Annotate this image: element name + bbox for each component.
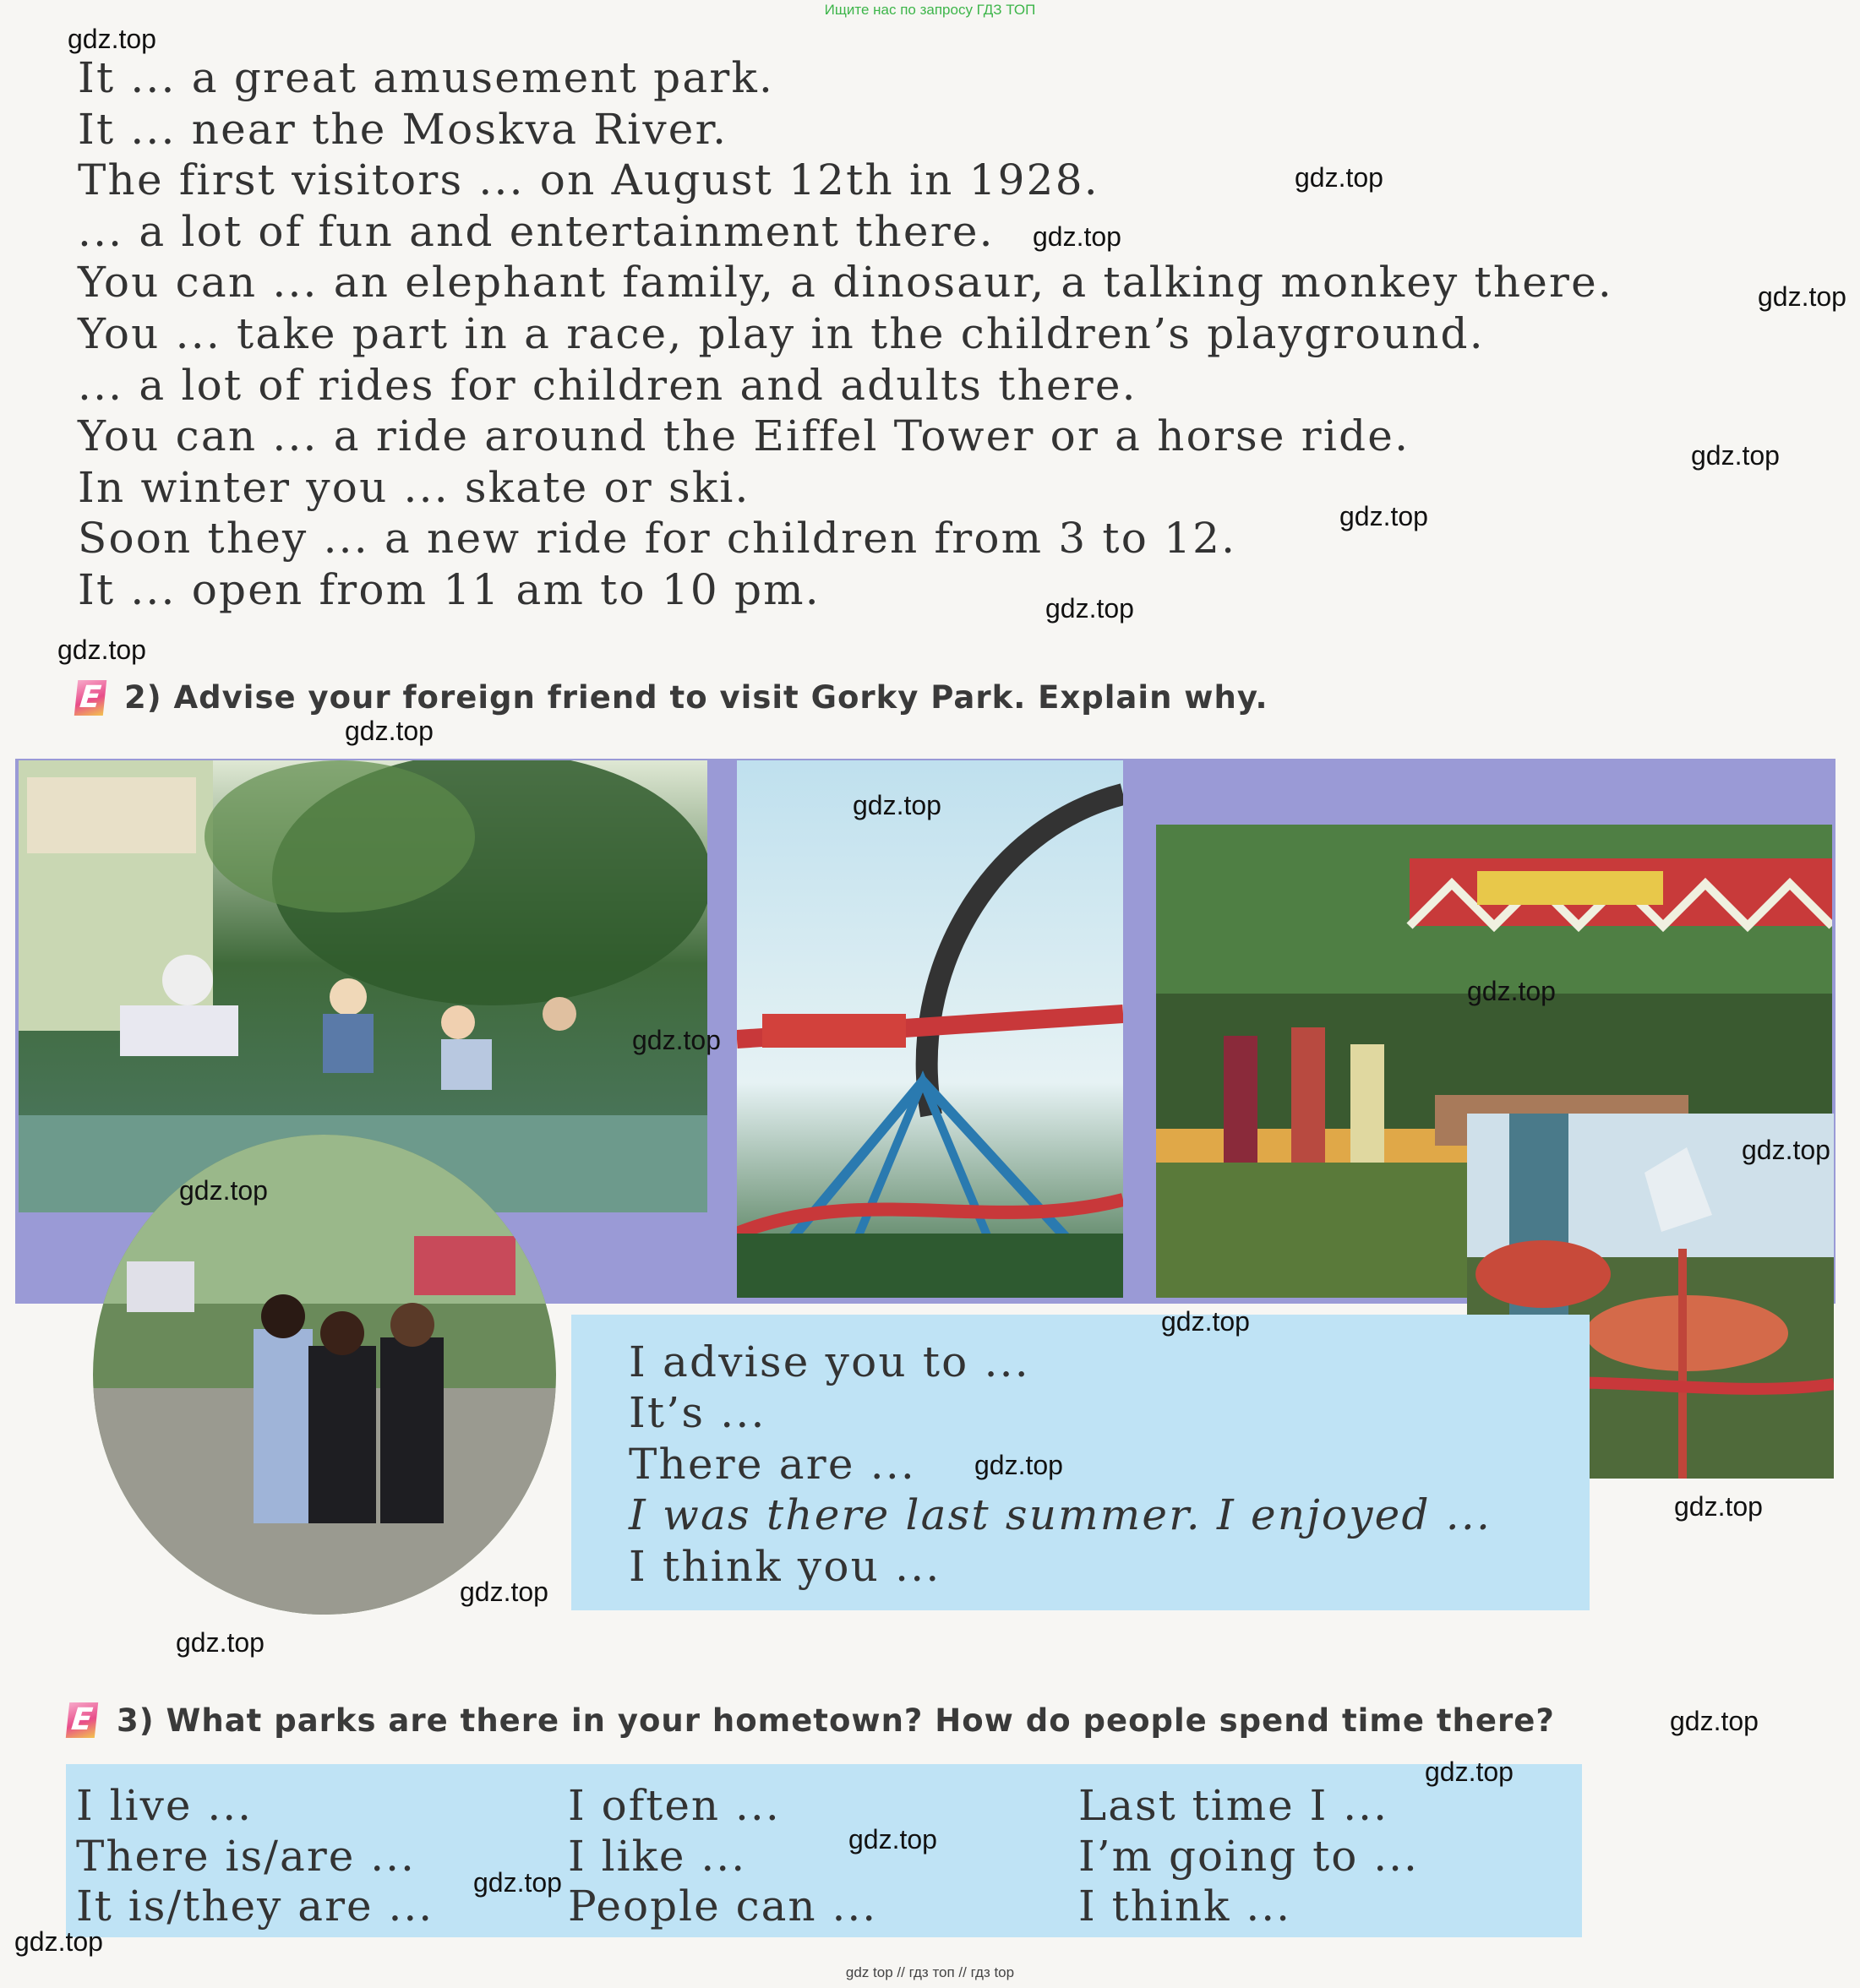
sentence: You ... take part in a race, play in the children’s playground.	[78, 308, 1485, 358]
watermark: gdz.top	[853, 790, 941, 820]
watermark: gdz.top	[57, 635, 146, 665]
task-3-heading: 3) What parks are there in your hometown? How do people spend time there?	[117, 1702, 1555, 1739]
watermark: gdz.top	[1674, 1491, 1763, 1522]
sentence: You can ... a ride around the Eiffel Tower or a horse ride.	[78, 411, 1410, 461]
watermark: gdz.top	[473, 1867, 562, 1898]
exercise-e-icon: E	[74, 680, 106, 716]
header-note: Ищите нас по запросу ГДЗ ТОП	[824, 2, 1036, 18]
task-2-heading: 2) Advise your foreign friend to visit Gorky Park. Explain why.	[124, 679, 1268, 716]
watermark: gdz.top	[1425, 1757, 1514, 1787]
watermark: gdz.top	[1758, 281, 1846, 312]
hint-phrase: It’s ...	[629, 1388, 766, 1438]
hint-phrase: I’m going to ...	[1078, 1831, 1419, 1881]
hint-phrase: I think ...	[1078, 1882, 1292, 1931]
girls-in-park-photo	[93, 1135, 556, 1615]
sentence: ... a lot of fun and entertainment there.	[78, 206, 995, 256]
sentence: Soon they ... a new ride for children from 3 to 12.	[78, 514, 1237, 564]
hint-phrase: Last time I ...	[1078, 1781, 1388, 1830]
footer-note: gdz top // гдз топ // гдз top	[845, 1964, 1015, 1980]
watermark: gdz.top	[1467, 976, 1556, 1006]
hint-phrase: I like ...	[568, 1831, 747, 1881]
hint-phrase: I advise you to ...	[629, 1337, 1030, 1386]
sentence: In winter you ... skate or ski.	[78, 462, 750, 512]
hint-phrase: I think you ...	[629, 1541, 941, 1591]
roller-coaster-photo	[737, 760, 1123, 1298]
watermark: gdz.top	[1161, 1306, 1250, 1337]
hint-box-task-3	[66, 1764, 1582, 1937]
watermark: gdz.top	[176, 1627, 265, 1658]
sentence: It ... a great amusement park.	[78, 53, 775, 102]
watermark: gdz.top	[1295, 162, 1383, 193]
watermark: gdz.top	[1033, 221, 1121, 252]
hint-phrase: There is/are ...	[76, 1831, 416, 1881]
exercise-e-icon: E	[66, 1702, 98, 1738]
watermark: gdz.top	[1045, 593, 1134, 624]
watermark: gdz.top	[632, 1025, 721, 1055]
watermark: gdz.top	[179, 1175, 268, 1206]
sentence: The first visitors ... on August 12th in 1928.	[78, 155, 1099, 205]
watermark: gdz.top	[345, 716, 434, 746]
hint-column-3	[1078, 1781, 1419, 1932]
hint-phrase: People can ...	[568, 1882, 878, 1931]
watermark: gdz.top	[974, 1450, 1063, 1480]
sentence: ... a lot of rides for children and adults there.	[78, 360, 1137, 410]
sentence: It ... open from 11 am to 10 pm.	[78, 564, 821, 614]
hint-phrase: I often ...	[568, 1781, 781, 1830]
hint-phrase: I was there last summer. I enjoyed ...	[629, 1490, 1492, 1540]
watermark: gdz.top	[1742, 1135, 1830, 1165]
watermark: gdz.top	[848, 1824, 937, 1855]
watermark: gdz.top	[1691, 440, 1780, 471]
watermark: gdz.top	[1670, 1706, 1759, 1736]
watermark: gdz.top	[68, 24, 156, 54]
hint-column-2	[568, 1781, 877, 1932]
hint-column-1	[76, 1781, 434, 1932]
watermark: gdz.top	[1339, 501, 1428, 531]
sentence: You can ... an elephant family, a dinosaur, a talking monkey there.	[78, 258, 1614, 308]
hint-phrase: I live ...	[76, 1781, 254, 1830]
watermark: gdz.top	[14, 1926, 103, 1957]
hint-phrase: It is/they are ...	[76, 1882, 434, 1931]
sentence: It ... near the Moskva River.	[78, 104, 728, 154]
watermark: gdz.top	[460, 1577, 548, 1607]
hint-box-task-2	[571, 1315, 1590, 1610]
hint-phrase: There are ...	[629, 1439, 917, 1489]
